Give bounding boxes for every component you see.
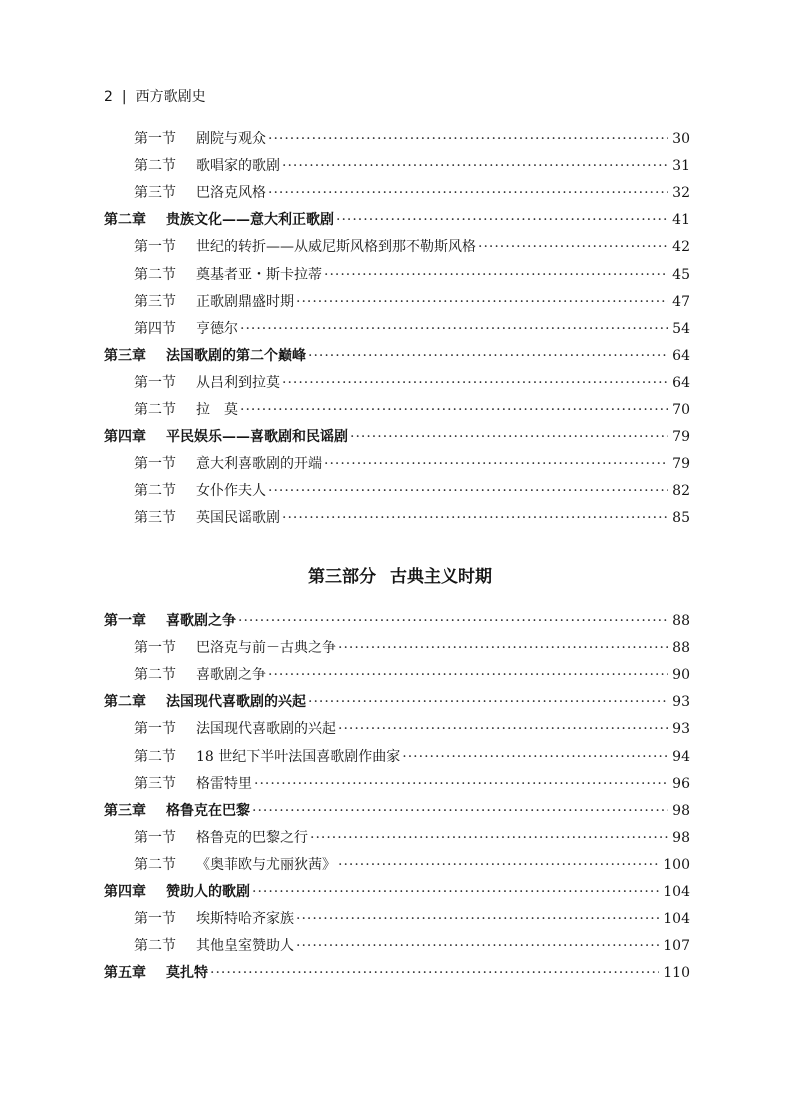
toc-section-entry [134, 370, 690, 396]
toc-entry-title: 埃斯特哈齐家族 [196, 911, 294, 928]
toc-entry-label: 第四章 [104, 884, 146, 900]
toc-chapter-entry [104, 689, 690, 715]
toc-chapter-entry [104, 424, 690, 450]
toc-entry-page-number: 79 [672, 456, 690, 473]
part-label: 第三部分 [308, 567, 376, 587]
toc-entry-label: 第二节 [134, 856, 176, 873]
toc-entry-label: 第二章 [104, 694, 146, 711]
toc-entry-title: 从吕利到拉莫 [196, 374, 280, 391]
toc-section-entry [134, 478, 690, 504]
toc-entry-label: 第三章 [104, 802, 146, 819]
toc-entry-title: 赞助人的歌剧 [166, 884, 250, 900]
dot-leader [268, 180, 668, 206]
toc-chapter-entry [104, 207, 690, 233]
part-heading [0, 563, 800, 591]
toc-entry-title: 法国现代喜歌剧的兴起 [166, 694, 306, 711]
toc-entry-title: 平民娱乐——喜歌剧和民谣剧 [166, 429, 348, 446]
toc-entry-page-number: 82 [672, 483, 690, 500]
toc-entry-label: 第一节 [134, 456, 176, 473]
toc-entry-title: 法国现代喜歌剧的兴起 [196, 721, 336, 738]
toc-entry-page-number: 41 [672, 212, 690, 229]
toc-entry-title: 正歌剧鼎盛时期 [196, 293, 294, 310]
toc-section-entry [134, 906, 690, 932]
toc-entry-page-number: 104 [663, 911, 690, 928]
toc-section-entry [134, 505, 690, 531]
toc-entry-page-number: 93 [672, 694, 690, 711]
toc-section-entry [134, 744, 690, 770]
toc-section-entry [134, 234, 690, 260]
dot-leader [308, 689, 668, 715]
toc-chapter-entry [104, 343, 690, 369]
toc-entry-page-number: 88 [672, 613, 690, 629]
toc-section-entry [134, 825, 690, 851]
toc-entry-label: 第一节 [134, 829, 176, 846]
toc-section-entry [134, 180, 690, 206]
toc-entry-page-number: 94 [672, 748, 690, 765]
toc-entry-label: 第二节 [134, 483, 176, 500]
toc-entry-title: 亨德尔 [196, 320, 238, 337]
dot-leader [478, 234, 668, 260]
dot-leader [268, 478, 668, 504]
toc-entry-label: 第三章 [104, 347, 146, 364]
toc-entry-title: 奠基者亚・斯卡拉蒂 [196, 266, 322, 283]
toc-entry-title: 《奥菲欧与尤丽狄茜》 [196, 856, 336, 873]
toc-entry-page-number: 85 [672, 510, 690, 527]
toc-entry-title: 法国歌剧的第二个巅峰 [166, 347, 306, 364]
toc-section-entry [134, 716, 690, 742]
toc-entry-label: 第三节 [134, 293, 176, 310]
toc-section-entry [134, 316, 690, 342]
dot-leader [282, 153, 668, 179]
toc-section-entry [134, 262, 690, 288]
toc-entry-page-number: 54 [672, 320, 690, 337]
toc-entry-title: 拉 莫 [196, 402, 238, 418]
toc-entry-page-number: 104 [663, 884, 690, 900]
toc-section-entry [134, 852, 690, 878]
toc-entry-page-number: 42 [672, 239, 690, 256]
toc-entry-page-number: 107 [663, 938, 690, 955]
toc-entry-label: 第二节 [134, 938, 176, 955]
toc-entry-label: 第一章 [104, 613, 146, 629]
dot-leader [338, 716, 668, 742]
toc-entry-label: 第二节 [134, 158, 176, 175]
toc-entry-title: 格鲁克的巴黎之行 [196, 829, 308, 846]
toc-entry-title: 喜歌剧之争 [166, 613, 236, 629]
dot-leader [238, 608, 668, 634]
toc-section-entry [134, 451, 690, 477]
toc-entry-label: 第二节 [134, 266, 176, 283]
dot-leader [336, 207, 668, 233]
dot-leader [310, 825, 668, 851]
toc-entry-page-number: 64 [672, 374, 690, 391]
toc-entry-label: 第一节 [134, 374, 176, 391]
toc-entry-title: 巴洛克风格 [196, 185, 266, 202]
toc-entry-page-number: 31 [672, 158, 690, 175]
toc-entry-label: 第一节 [134, 239, 176, 256]
dot-leader [350, 424, 668, 450]
toc-entry-page-number: 30 [672, 131, 690, 147]
toc-entry-page-number: 93 [672, 721, 690, 738]
toc-chapter-entry [104, 960, 690, 986]
toc-chapter-entry [104, 608, 690, 634]
dot-leader [282, 505, 668, 531]
toc-entry-title: 女仆作夫人 [196, 483, 266, 500]
part-title: 古典主义时期 [390, 567, 492, 587]
header-separator: | [121, 89, 127, 105]
dot-leader [254, 771, 668, 797]
toc-chapter-entry [104, 798, 690, 824]
dot-leader [210, 960, 659, 986]
toc-entry-title: 意大利喜歌剧的开端 [196, 456, 322, 473]
running-header [104, 86, 206, 108]
toc-section-entry [134, 635, 690, 661]
toc-entry-page-number: 64 [672, 347, 690, 364]
toc-entry-title: 格鲁克在巴黎 [166, 802, 250, 819]
dot-leader [296, 906, 659, 932]
dot-leader [268, 662, 668, 688]
toc-entry-page-number: 98 [672, 802, 690, 819]
toc-section-entry [134, 662, 690, 688]
toc-entry-page-number: 79 [672, 429, 690, 446]
dot-leader [402, 744, 668, 770]
toc-entry-page-number: 32 [672, 185, 690, 202]
toc-entry-label: 第四节 [134, 320, 176, 337]
dot-leader [308, 343, 668, 369]
header-book-title: 西方歌剧史 [135, 89, 206, 105]
toc-chapter-entry [104, 879, 690, 905]
toc-entry-label: 第三节 [134, 510, 176, 527]
toc-section-entry [134, 771, 690, 797]
toc-entry-title: 其他皇室赞助人 [196, 938, 294, 955]
toc-section-entry [134, 397, 690, 423]
toc-entry-page-number: 47 [672, 293, 690, 310]
dot-leader [324, 451, 668, 477]
header-page-number: 2 [104, 89, 113, 105]
dot-leader [252, 879, 659, 905]
toc-entry-title: 剧院与观众 [196, 131, 266, 147]
toc-entry-label: 第三节 [134, 185, 176, 202]
toc-entry-title: 巴洛克与前－古典之争 [196, 640, 336, 657]
toc-entry-label: 第一节 [134, 911, 176, 928]
toc-entry-title: 格雷特里 [196, 775, 252, 792]
dot-leader [324, 262, 668, 288]
toc-entry-title: 英国民谣歌剧 [196, 510, 280, 527]
dot-leader [338, 852, 659, 878]
toc-entry-title: 世纪的转折——从威尼斯风格到那不勒斯风格 [196, 239, 476, 256]
dot-leader [282, 370, 668, 396]
toc-entry-title: 喜歌剧之争 [196, 667, 266, 684]
dot-leader [296, 289, 668, 315]
dot-leader [252, 798, 668, 824]
toc-entry-title: 莫扎特 [166, 965, 208, 982]
dot-leader [296, 933, 659, 959]
toc-section-entry [134, 933, 690, 959]
toc-section-entry [134, 289, 690, 315]
toc-entry-label: 第二章 [104, 212, 146, 229]
toc-section-entry [134, 153, 690, 179]
toc-entry-page-number: 90 [672, 667, 690, 684]
toc-entry-page-number: 110 [663, 965, 690, 982]
toc-entry-label: 第五章 [104, 965, 146, 982]
toc-entry-page-number: 100 [663, 856, 690, 873]
toc-entry-label: 第二节 [134, 748, 176, 765]
toc-entry-title: 歌唱家的歌剧 [196, 158, 280, 175]
toc-entry-title: 贵族文化——意大利正歌剧 [166, 212, 334, 229]
dot-leader [338, 635, 668, 661]
toc-entry-label: 第四章 [104, 429, 146, 446]
dot-leader [268, 126, 668, 152]
toc-entry-label: 第一节 [134, 131, 176, 147]
toc-section-entry [134, 126, 690, 152]
dot-leader [240, 397, 668, 423]
toc-entry-label: 第二节 [134, 667, 176, 684]
toc-entry-page-number: 98 [672, 829, 690, 846]
toc-entry-label: 第一节 [134, 721, 176, 738]
toc-entry-page-number: 88 [672, 640, 690, 657]
toc-entry-page-number: 96 [672, 775, 690, 792]
toc-entry-label: 第一节 [134, 640, 176, 657]
toc-entry-title: 18 世纪下半叶法国喜歌剧作曲家 [196, 748, 401, 765]
toc-entry-label: 第二节 [134, 402, 176, 418]
toc-entry-page-number: 45 [672, 266, 690, 283]
dot-leader [240, 316, 668, 342]
toc-entry-page-number: 70 [672, 402, 690, 418]
toc-entry-label: 第三节 [134, 775, 176, 792]
